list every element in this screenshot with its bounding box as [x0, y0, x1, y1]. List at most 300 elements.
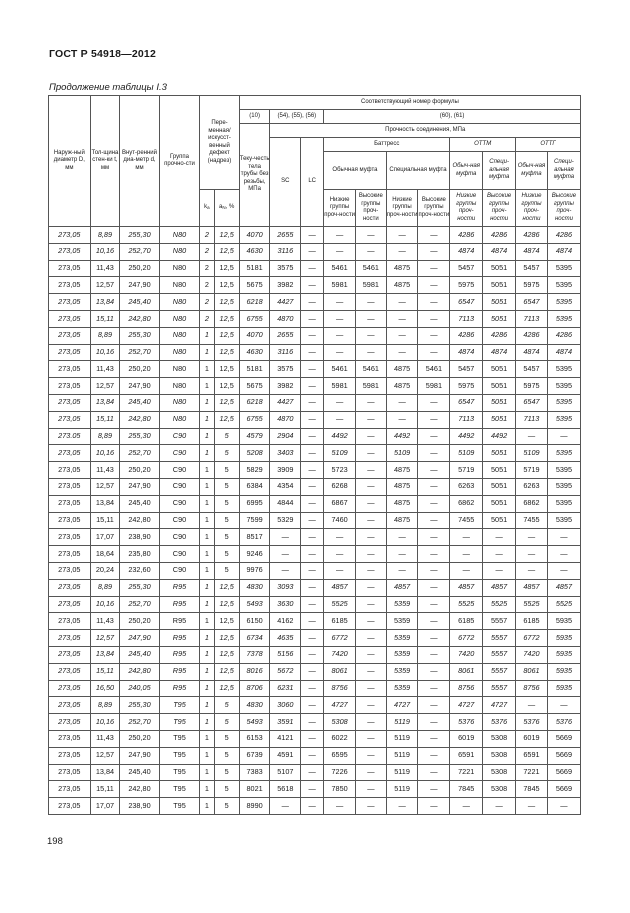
- table-cell: 3575: [270, 260, 301, 277]
- table-cell: 5: [214, 714, 239, 731]
- table-cell: 5: [214, 730, 239, 747]
- table-cell: —: [301, 646, 324, 663]
- table-cell: 5376: [450, 714, 483, 731]
- table-cell: 5395: [547, 378, 580, 395]
- table-cell: 5525: [516, 596, 548, 613]
- table-cell: 10,16: [90, 243, 120, 260]
- table-cell: 4857: [450, 579, 483, 596]
- table-cell: N80: [159, 361, 200, 378]
- table-cell: 20,24: [90, 562, 120, 579]
- table-cell: 12,57: [90, 747, 120, 764]
- table-cell: 4875: [386, 361, 418, 378]
- table-body: [49, 227, 581, 815]
- table-cell: 7599: [239, 512, 270, 529]
- table-cell: —: [355, 512, 386, 529]
- table-cell: 5051: [483, 512, 516, 529]
- table-cell: —: [324, 529, 356, 546]
- table-cell: 5457: [516, 260, 548, 277]
- table-cell: —: [301, 781, 324, 798]
- table-cell: 247,90: [120, 378, 159, 395]
- table-cell: C90: [159, 529, 200, 546]
- table-cell: 4286: [450, 227, 483, 244]
- table-cell: 4874: [547, 344, 580, 361]
- table-cell: —: [301, 730, 324, 747]
- table-cell: —: [386, 546, 418, 563]
- table-row: [49, 260, 581, 277]
- table-cell: 1: [200, 579, 214, 596]
- table-cell: —: [301, 394, 324, 411]
- table-cell: —: [301, 277, 324, 294]
- table-cell: 5557: [483, 680, 516, 697]
- table-cell: 5308: [483, 764, 516, 781]
- table-cell: R95: [159, 596, 200, 613]
- table-cell: 245,40: [120, 294, 159, 311]
- table-cell: 9976: [239, 562, 270, 579]
- table-cell: —: [355, 462, 386, 479]
- table-cell: 5: [214, 462, 239, 479]
- table-cell: 5: [214, 512, 239, 529]
- table-cell: R95: [159, 630, 200, 647]
- table-cell: —: [324, 546, 356, 563]
- table-cell: 5669: [547, 764, 580, 781]
- table-cell: 6263: [450, 478, 483, 495]
- table-cell: 12,57: [90, 630, 120, 647]
- table-cell: 273,05: [49, 411, 91, 428]
- table-cell: 252,70: [120, 714, 159, 731]
- table-cell: 1: [200, 781, 214, 798]
- table-cell: 5675: [239, 277, 270, 294]
- table-cell: —: [418, 798, 450, 815]
- table-cell: 255,30: [120, 227, 159, 244]
- table-cell: 8756: [324, 680, 356, 697]
- table-cell: 5557: [483, 613, 516, 630]
- table-cell: 5461: [355, 260, 386, 277]
- table-cell: 8,89: [90, 227, 120, 244]
- table-cell: 2655: [270, 227, 301, 244]
- table-cell: 12,5: [214, 243, 239, 260]
- table-cell: 6755: [239, 310, 270, 327]
- table-cell: —: [418, 562, 450, 579]
- table-cell: 6595: [324, 747, 356, 764]
- table-cell: 12,5: [214, 378, 239, 395]
- table-cell: 4492: [386, 428, 418, 445]
- header-outer-diameter: Наруж-ный диаметр D, мм: [49, 96, 91, 227]
- table-cell: 245,40: [120, 495, 159, 512]
- table-cell: T95: [159, 714, 200, 731]
- table-cell: 4875: [386, 260, 418, 277]
- table-cell: —: [301, 663, 324, 680]
- table-cell: 1: [200, 697, 214, 714]
- table-cell: 4492: [483, 428, 516, 445]
- table-cell: 10,16: [90, 344, 120, 361]
- header-buttress-special-high: Высокие группы проч-ности: [418, 190, 450, 227]
- table-cell: —: [386, 310, 418, 327]
- table-row: [49, 663, 581, 680]
- table-row: [49, 394, 581, 411]
- table-cell: —: [301, 697, 324, 714]
- table-cell: 5675: [239, 378, 270, 395]
- table-cell: 242,80: [120, 781, 159, 798]
- table-cell: 12,5: [214, 680, 239, 697]
- table-cell: 5208: [239, 445, 270, 462]
- table-cell: 273,05: [49, 478, 91, 495]
- table-cell: C90: [159, 546, 200, 563]
- table-cell: 5051: [483, 277, 516, 294]
- table-cell: 7460: [324, 512, 356, 529]
- table-cell: 5: [214, 781, 239, 798]
- table-cell: 4857: [324, 579, 356, 596]
- table-cell: 6772: [450, 630, 483, 647]
- table-cell: 4727: [450, 697, 483, 714]
- table-cell: 8061: [324, 663, 356, 680]
- table-cell: —: [516, 428, 548, 445]
- table-cell: 5051: [483, 445, 516, 462]
- table-cell: —: [386, 562, 418, 579]
- table-cell: 12,5: [214, 613, 239, 630]
- table-cell: —: [547, 546, 580, 563]
- table-cell: —: [324, 310, 356, 327]
- table-cell: 5051: [483, 378, 516, 395]
- table-cell: 6547: [450, 294, 483, 311]
- header-buttress: Баттресс: [324, 138, 450, 152]
- table-cell: 5329: [270, 512, 301, 529]
- table-cell: 5359: [386, 596, 418, 613]
- table-cell: 4727: [324, 697, 356, 714]
- table-cell: 273,05: [49, 798, 91, 815]
- table-cell: C90: [159, 428, 200, 445]
- table-cell: 5669: [547, 730, 580, 747]
- table-cell: —: [418, 260, 450, 277]
- table-cell: 5525: [483, 596, 516, 613]
- table-cell: 273,05: [49, 562, 91, 579]
- table-cell: 5395: [547, 294, 580, 311]
- table-cell: 5119: [386, 747, 418, 764]
- table-cell: 247,90: [120, 277, 159, 294]
- table-cell: —: [547, 697, 580, 714]
- table-row: [49, 512, 581, 529]
- table-cell: 5461: [324, 361, 356, 378]
- table-cell: C90: [159, 495, 200, 512]
- table-cell: 1: [200, 394, 214, 411]
- table-cell: 252,70: [120, 445, 159, 462]
- table-cell: —: [301, 764, 324, 781]
- table-row: [49, 714, 581, 731]
- table-cell: 1: [200, 378, 214, 395]
- table-cell: 6547: [516, 294, 548, 311]
- table-cell: 245,40: [120, 764, 159, 781]
- table-cell: 5493: [239, 596, 270, 613]
- table-cell: 5308: [483, 781, 516, 798]
- table-row: [49, 680, 581, 697]
- table-cell: 4874: [483, 243, 516, 260]
- table-cell: 5: [214, 495, 239, 512]
- table-cell: 255,30: [120, 579, 159, 596]
- table-cell: 4844: [270, 495, 301, 512]
- table-cell: —: [450, 798, 483, 815]
- table-cell: 4492: [450, 428, 483, 445]
- table-cell: —: [418, 294, 450, 311]
- table-cell: 4874: [483, 344, 516, 361]
- table-cell: N80: [159, 411, 200, 428]
- table-cell: 5051: [483, 478, 516, 495]
- table-cell: 4727: [386, 697, 418, 714]
- table-cell: 12,57: [90, 378, 120, 395]
- table-cell: —: [301, 596, 324, 613]
- table-cell: —: [516, 562, 548, 579]
- table-cell: 8,89: [90, 579, 120, 596]
- table-cell: 5395: [547, 411, 580, 428]
- table-cell: 7226: [324, 764, 356, 781]
- table-cell: 7850: [324, 781, 356, 798]
- table-cell: 250,20: [120, 361, 159, 378]
- table-cell: 4286: [547, 327, 580, 344]
- table-cell: 5525: [450, 596, 483, 613]
- table-cell: 273,05: [49, 277, 91, 294]
- table-row: [49, 428, 581, 445]
- table-cell: 5395: [547, 462, 580, 479]
- table-cell: 1: [200, 798, 214, 815]
- table-cell: 5051: [483, 310, 516, 327]
- table-cell: 4286: [483, 227, 516, 244]
- table-cell: —: [355, 714, 386, 731]
- table-cell: 5051: [483, 361, 516, 378]
- table-cell: 5829: [239, 462, 270, 479]
- table-cell: —: [301, 747, 324, 764]
- table-cell: 7455: [450, 512, 483, 529]
- table-cell: 273,05: [49, 697, 91, 714]
- table-row: [49, 462, 581, 479]
- document-title: ГОСТ Р 54918—2012: [49, 48, 157, 60]
- table-cell: 5308: [324, 714, 356, 731]
- table-cell: 5119: [386, 730, 418, 747]
- table-cell: 8,89: [90, 327, 120, 344]
- table-cell: 250,20: [120, 613, 159, 630]
- table-cell: 13,84: [90, 764, 120, 781]
- table-cell: 12,5: [214, 294, 239, 311]
- table-cell: 5395: [547, 310, 580, 327]
- header-lc: LC: [301, 138, 324, 227]
- table-cell: —: [301, 227, 324, 244]
- table-cell: 5669: [547, 747, 580, 764]
- table-cell: —: [418, 730, 450, 747]
- table-cell: 12,5: [214, 411, 239, 428]
- table-cell: 273,05: [49, 294, 91, 311]
- table-cell: 3982: [270, 378, 301, 395]
- header-ottg-high: Высокие группы проч-ности: [547, 190, 580, 227]
- table-row: [49, 411, 581, 428]
- table-cell: N80: [159, 344, 200, 361]
- table-cell: 5: [214, 428, 239, 445]
- table-cell: —: [418, 243, 450, 260]
- table-cell: —: [418, 512, 450, 529]
- table-cell: 1: [200, 361, 214, 378]
- table-cell: —: [386, 344, 418, 361]
- table-cell: 6547: [516, 394, 548, 411]
- table-cell: —: [355, 747, 386, 764]
- table-cell: C90: [159, 445, 200, 462]
- table-cell: 4830: [239, 579, 270, 596]
- table-cell: 5618: [270, 781, 301, 798]
- table-cell: 250,20: [120, 462, 159, 479]
- table-cell: —: [355, 630, 386, 647]
- table-cell: 273,05: [49, 462, 91, 479]
- table-cell: 5051: [483, 260, 516, 277]
- table-cell: —: [301, 562, 324, 579]
- table-cell: —: [301, 428, 324, 445]
- table-cell: —: [301, 344, 324, 361]
- header-ottm-high: Высокие группы проч-ности: [483, 190, 516, 227]
- table-cell: 4874: [516, 243, 548, 260]
- table-cell: —: [418, 394, 450, 411]
- table-cell: 1: [200, 344, 214, 361]
- table-cell: 13,84: [90, 394, 120, 411]
- header-formula-number: Соответствующий номер формулы: [239, 96, 580, 110]
- table-cell: 4286: [450, 327, 483, 344]
- table-row: [49, 730, 581, 747]
- table-cell: 4492: [324, 428, 356, 445]
- table-cell: —: [547, 562, 580, 579]
- table-cell: 8016: [239, 663, 270, 680]
- header-sc: SC: [270, 138, 301, 227]
- table-cell: T95: [159, 781, 200, 798]
- table-cell: —: [483, 798, 516, 815]
- table-cell: 6231: [270, 680, 301, 697]
- table-cell: 1: [200, 411, 214, 428]
- table-cell: —: [386, 798, 418, 815]
- table-cell: 5109: [516, 445, 548, 462]
- table-cell: R95: [159, 680, 200, 697]
- table-cell: —: [355, 562, 386, 579]
- table-cell: 245,40: [120, 394, 159, 411]
- table-cell: 3093: [270, 579, 301, 596]
- table-cell: —: [355, 730, 386, 747]
- table-cell: 9246: [239, 546, 270, 563]
- table-cell: —: [270, 798, 301, 815]
- table-cell: 7113: [450, 310, 483, 327]
- table-cell: —: [355, 227, 386, 244]
- header-ottm-low: Низкие группы проч-ности: [450, 190, 483, 227]
- table-cell: —: [418, 227, 450, 244]
- table-cell: —: [301, 361, 324, 378]
- table-cell: 4630: [239, 243, 270, 260]
- header-an: $a_N$, %: [214, 190, 239, 227]
- table-cell: 12,5: [214, 394, 239, 411]
- table-cell: 4874: [450, 344, 483, 361]
- table-cell: 3591: [270, 714, 301, 731]
- table-cell: 6862: [450, 495, 483, 512]
- table-cell: 5395: [547, 361, 580, 378]
- table-cell: —: [301, 529, 324, 546]
- table-cell: 17,07: [90, 529, 120, 546]
- header-strength-group: Группа прочно-сти: [159, 96, 200, 227]
- table-cell: 11,43: [90, 361, 120, 378]
- table-cell: 15,11: [90, 663, 120, 680]
- table-row: [49, 378, 581, 395]
- table-cell: 12,5: [214, 579, 239, 596]
- table-cell: 5981: [355, 277, 386, 294]
- table-cell: —: [270, 546, 301, 563]
- table-cell: —: [418, 764, 450, 781]
- table-cell: 1: [200, 428, 214, 445]
- header-normal-coupling: Обычная муфта: [324, 152, 387, 190]
- table-cell: 245,40: [120, 646, 159, 663]
- table-cell: 10,16: [90, 596, 120, 613]
- table-cell: —: [301, 378, 324, 395]
- table-cell: 5051: [483, 495, 516, 512]
- table-cell: 1: [200, 529, 214, 546]
- table-cell: 8990: [239, 798, 270, 815]
- table-cell: —: [355, 529, 386, 546]
- table-cell: 7383: [239, 764, 270, 781]
- table-cell: 252,70: [120, 596, 159, 613]
- table-cell: —: [301, 294, 324, 311]
- table-cell: 11,43: [90, 613, 120, 630]
- table-cell: 273.05: [49, 428, 91, 445]
- table-row: [49, 562, 581, 579]
- table-cell: 273,05: [49, 613, 91, 630]
- table-cell: —: [355, 646, 386, 663]
- table-cell: 1: [200, 546, 214, 563]
- table-cell: —: [418, 462, 450, 479]
- table-cell: —: [324, 411, 356, 428]
- table-cell: 5457: [450, 361, 483, 378]
- table-row: [49, 613, 581, 630]
- table-row: [49, 798, 581, 815]
- table-cell: 5181: [239, 361, 270, 378]
- table-cell: 5669: [547, 781, 580, 798]
- table-cell: —: [386, 327, 418, 344]
- table-cell: 16,50: [90, 680, 120, 697]
- table-cell: 273,05: [49, 546, 91, 563]
- table-cell: —: [324, 344, 356, 361]
- table-cell: 4286: [483, 327, 516, 344]
- table-cell: 7113: [516, 411, 548, 428]
- table-cell: 6862: [516, 495, 548, 512]
- table-cell: 5557: [483, 630, 516, 647]
- table-cell: 5359: [386, 613, 418, 630]
- table-cell: —: [355, 764, 386, 781]
- table-cell: —: [418, 613, 450, 630]
- table-cell: 12,57: [90, 277, 120, 294]
- table-cell: 3116: [270, 243, 301, 260]
- header-defect: Пере-менная/ искусст-венный дефект (надрез): [200, 96, 239, 190]
- table-cell: —: [450, 529, 483, 546]
- table-cell: 1: [200, 630, 214, 647]
- header-buttress-special-low: Низкие группы проч-ности: [386, 190, 418, 227]
- table-cell: 4630: [239, 344, 270, 361]
- table-cell: 7420: [324, 646, 356, 663]
- table-cell: 6867: [324, 495, 356, 512]
- table-cell: 4635: [270, 630, 301, 647]
- table-cell: 273,05: [49, 714, 91, 731]
- table-cell: 240,05: [120, 680, 159, 697]
- table-cell: 4875: [386, 478, 418, 495]
- table-cell: 15,11: [90, 781, 120, 798]
- table-cell: 273,05: [49, 227, 91, 244]
- table-cell: T95: [159, 730, 200, 747]
- table-cell: 1: [200, 613, 214, 630]
- table-row: [49, 227, 581, 244]
- table-row: [49, 495, 581, 512]
- table-cell: 8706: [239, 680, 270, 697]
- table-row: [49, 445, 581, 462]
- table-cell: 5: [214, 798, 239, 815]
- table-cell: 273,05: [49, 361, 91, 378]
- table-cell: —: [547, 428, 580, 445]
- table-cell: —: [355, 781, 386, 798]
- table-cell: R95: [159, 646, 200, 663]
- table-cell: —: [547, 798, 580, 815]
